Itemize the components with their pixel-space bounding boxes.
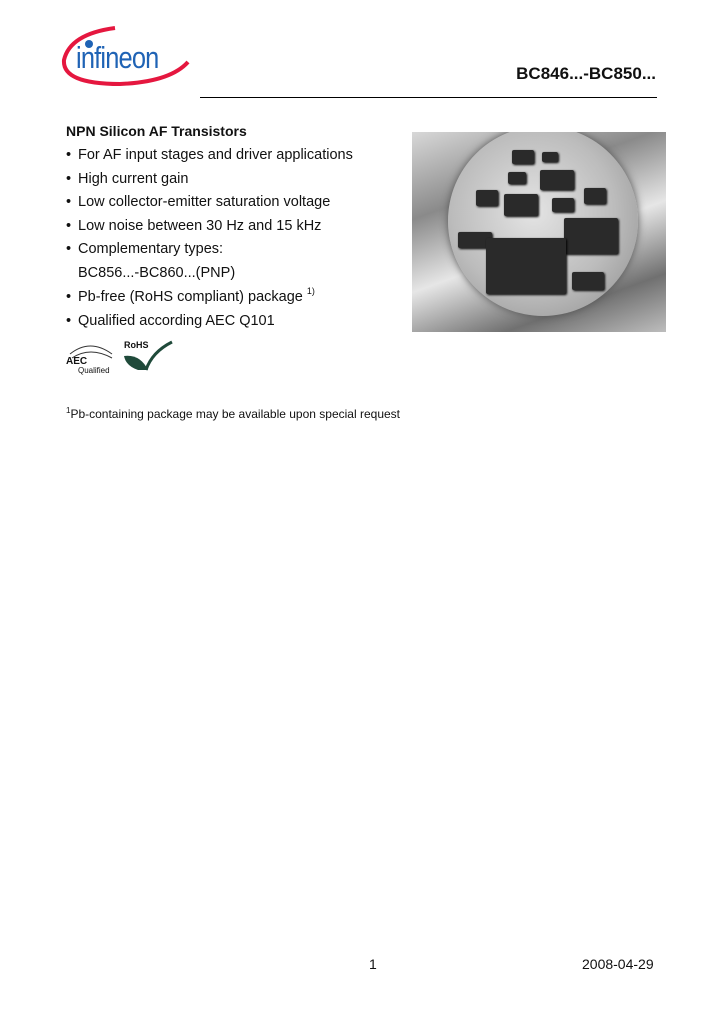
feature-item: • Pb-free (RoHS compliant) package $^{1)}$	[66, 286, 315, 305]
chip	[486, 238, 566, 294]
chip	[504, 194, 538, 216]
product-package-photo	[412, 132, 666, 332]
feature-item: • High current gain	[66, 171, 189, 187]
footnote-ref: 1)	[306, 286, 315, 296]
chip	[564, 218, 618, 254]
infineon-logo	[60, 22, 200, 94]
header-divider	[200, 97, 657, 98]
feature-item: • Qualified according AEC Q101	[66, 313, 275, 329]
page-number: 1	[369, 956, 377, 972]
chip	[512, 150, 534, 164]
chip	[476, 190, 498, 206]
feature-item: • For AF input stages and driver applications	[66, 147, 353, 163]
product-title: NPN Silicon AF Transistors	[66, 123, 247, 139]
aec-qualified-badge: AEC Qualified	[64, 340, 116, 376]
chip	[552, 198, 574, 212]
feature-item: • Low collector-emitter saturation voltage	[66, 194, 331, 210]
document-date: 2008-04-29	[582, 956, 654, 972]
complementary-types: BC856...-BC860...(PNP)	[78, 265, 236, 281]
chip	[540, 170, 574, 190]
rohs-leaf-check-icon	[122, 340, 174, 376]
rohs-badge: RoHS	[122, 340, 174, 376]
feature-item: • Low noise between 30 Hz and 15 kHz	[66, 218, 322, 234]
logo-text: infineon	[76, 40, 159, 75]
chip	[584, 188, 606, 204]
chip	[508, 172, 526, 184]
footnote: $^1$Pb-containing package may be available upon special request	[66, 406, 401, 421]
feature-item: • Complementary types:	[66, 241, 224, 257]
document-id: BC846...-BC850...	[516, 64, 656, 83]
chip	[542, 152, 558, 162]
chip	[572, 272, 604, 290]
